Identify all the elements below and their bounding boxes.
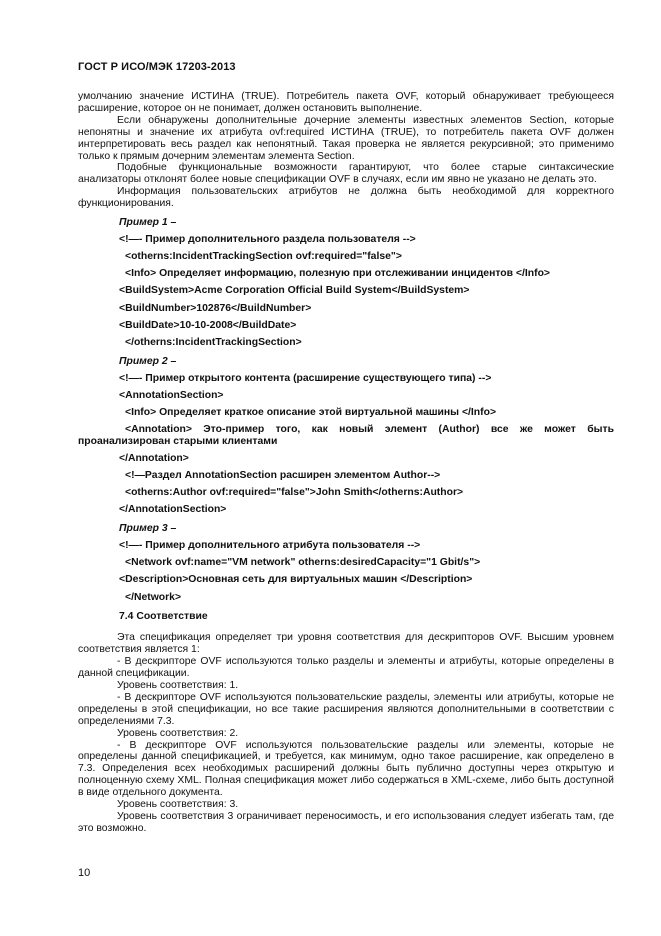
code-line: <Info> Определяет краткое описание этой виртуальной машины </Info> xyxy=(125,406,497,418)
paragraph: Информация пользовательских атрибутов не должна быть необходимой для корректного функционирования. xyxy=(78,186,614,210)
code-line: <BuildNumber>102876</BuildNumber> xyxy=(119,302,312,314)
paragraph: Уровень соответствия: 2. xyxy=(117,727,239,739)
code-line: <AnnotationSection> xyxy=(119,389,224,401)
standard-header: ГОСТ Р ИСО/МЭК 17203-2013 xyxy=(78,61,236,73)
code-line: <!—- Пример дополнительного атрибута пользователя --> xyxy=(119,540,421,552)
code-line: <!—- Пример дополнительного раздела пользователя --> xyxy=(119,234,416,246)
code-line: </Network> xyxy=(125,591,182,603)
code-line: <BuildSystem>Acme Corporation Official Build System</BuildSystem> xyxy=(119,285,470,297)
code-line: <!—- Пример открытого контента (расширение существующего типа) --> xyxy=(119,372,492,384)
code-line: </otherns:IncidentTrackingSection> xyxy=(125,336,302,348)
paragraph: умолчанию значение ИСТИНА (TRUE). Потребитель пакета OVF, который обнаруживает требующееся расширение, которое он не понимает, должен остановить выполнение. xyxy=(78,91,614,114)
code-line: <Info> Определяет информацию, полезную при отслеживании инцидентов </Info> xyxy=(125,268,550,280)
code-line: <!—Раздел AnnotationSection расширен элементом Author--> xyxy=(125,470,441,482)
code-line: <BuildDate>10-10-2008</BuildDate> xyxy=(119,319,297,331)
code-line: <otherns:IncidentTrackingSection ovf:required="false"> xyxy=(125,251,402,263)
list-item: - В дескрипторе OVF используются пользовательские разделы или элементы, которые не определены данной спецификацией, и требуется, как минимум, одно такое расширение, как определено в 7.3. Определения всех необходимых расширений должны быть публично доступны через открытую и полноценную схему XML. Полная спецификация может либо содержаться в XML-схеме, либо быть доступной в виде отдельного документа. xyxy=(78,739,614,799)
list-item: - В дескрипторе OVF используются только разделы и элементы и атрибуты, которые определены в данной спецификации. xyxy=(78,656,614,680)
paragraph: Подобные функциональные возможности гарантируют, что более старые синтаксические анализаторы отклонят более новые спецификации OVF в случаях, если им явно не указано не делать это. xyxy=(78,162,614,186)
paragraph: Уровень соответствия: 3. xyxy=(117,799,239,811)
paragraph: Уровень соответствия: 1. xyxy=(117,680,239,691)
paragraph: Эта спецификация определяет три уровня соответствия для дескрипторов OVF. Высшим уровнем соответствия является 1: xyxy=(78,632,614,656)
code-line: <otherns:Author ovf:required="false">John Smith</otherns:Author> xyxy=(125,487,464,499)
section-heading: 7.4 Соответствие xyxy=(119,611,208,623)
paragraph: Уровень соответствия 3 ограничивает переносимость, и его использования следует избегать там, где это возможно. xyxy=(78,810,614,834)
code-line: </Annotation> xyxy=(119,453,189,464)
example-3-label: Пример 3 – xyxy=(119,523,177,535)
example-2-label: Пример 2 – xyxy=(119,355,177,367)
page-number: 10 xyxy=(78,867,91,879)
code-line: <Annotation> Это-пример того, как новый элемент (Author) все же может быть проанализирован старыми клиентами xyxy=(78,424,614,447)
list-item: - В дескрипторе OVF используются пользовательские разделы, элементы или атрибуты, которые не определены в этой спецификации, но все такие расширения являются дополнительными в соответствии с определениями 7.3. xyxy=(78,691,614,727)
code-line: <Description>Основная сеть для виртуальных машин </Description> xyxy=(119,574,473,586)
document-body xyxy=(78,91,614,835)
code-line: <Network ovf:name="VM network" otherns:desiredCapacity="1 Gbit/s"> xyxy=(125,557,481,569)
paragraph: Если обнаружены дополнительные дочерние элементы известных элементов Section, которые непонятны и значение их атрибута ovf:required ИСТИНА (TRUE), то потребитель пакета OVF должен интерпретировать весь раздел как непонятный. Такая проверка не является рекурсивной; это применимо только к прямым дочерним элементам элемента Section. xyxy=(78,114,614,162)
code-line: </AnnotationSection> xyxy=(119,504,227,516)
example-1-label: Пример 1 – xyxy=(119,217,177,229)
